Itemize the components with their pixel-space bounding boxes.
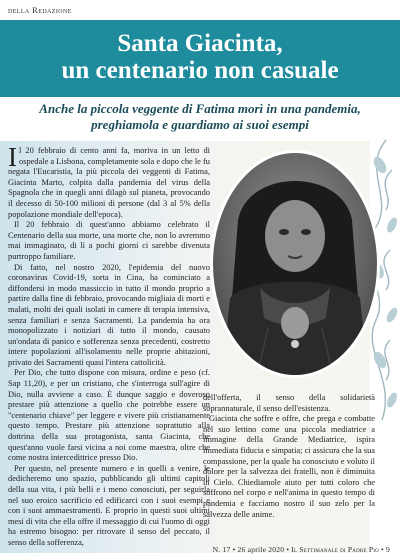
article-column-right	[203, 393, 375, 520]
paragraph-3: Di fatto, nel nostro 2020, l'epidemia del nuovo coronavirus Covid-19, sorta in Cina, ha cominciato a diffondersi in modo massiccio in tutto il mondo proprio a partire dalla fine di febbraio, provocando migliaia di morti e malati, molti dei quali isolati in camere di terapia intensiva, senza familiari e senza Sacramenti. La pandemia ha ora monopolizzato i notiziari di tutto il mondo, causato un'ondata di panico e sofferenza senza precedenti, costretto intere popolazioni all'isolamento nelle proprie abitazioni, privato dei Sacramenti quasi l'intera cattolicità.	[8, 262, 210, 367]
drop-cap: I	[8, 142, 17, 172]
footer-magazine: Il Settimanale di Padre Pio	[291, 545, 379, 554]
paragraph-2: Il 20 febbraio di quest'anno abbiamo celebrato il Centenario della sua morte, una morte che, non lo avremmo mai immaginato, di lì a pochi giorni ci sarebbe divenuta purtroppo familiare.	[8, 220, 210, 261]
title-line-1: Santa Giacinta,	[117, 30, 283, 57]
footer-page-number: • 9	[381, 545, 390, 554]
paragraph-4: Per Dio, che tutto dispone con misura, ordine e peso (cf. Sap 11,20), e per un cristiano, che s'interroga sull'agire di Dio, nulla avviene a caso. È dunque saggio e doveroso prestare più attenzione a quello che potrebbe essere un "centenario chiave" per leggere e vivere più cristianamente questo tempo. Prestare più attenzione soprattutto alla dottrina della sua protagonista, santa Giacinta, che quest'anno vuole farsi vicina a noi come maestra, oltre che come nostra intercedittrice presso Dio.	[8, 368, 210, 463]
paragraph-1	[8, 142, 210, 220]
footer-issue: N. 17 • 26 aprile 2020 •	[212, 545, 290, 554]
article-subtitle	[0, 101, 400, 133]
subtitle-line-1: Anche la piccola veggente di Fatima morì in una pandemia,	[39, 101, 361, 116]
section-label: della Redazione	[8, 5, 72, 15]
subtitle-line-2: preghiamola e guardiamo ai suoi esempi	[91, 117, 309, 132]
paragraph-6: Giacinta che soffre e offre, che prega e combatte nel suo lettino come una piccola mediatrice a immagine della Grande Mediatrice, ispira immediata fiducia e simpatia; ci assicura che la sua compassione, per la quale ha conosciuto e voluto il dolore per la salvezza dei fratelli, non è diminuita in Cielo. Chiediamole aiuto per tutti coloro che soffrono nel corpo e nell'anima in questo tempo di pandemia e facciamo nostro il suo zelo per la salvezza delle anime.	[203, 414, 375, 519]
article-column-left	[8, 142, 210, 549]
article-title	[0, 30, 400, 84]
title-line-2: un centenario non casuale	[61, 57, 339, 84]
page-footer	[213, 545, 390, 554]
saint-giacinta-photo	[208, 148, 382, 380]
paragraph-5: Per questo, nel presente numero e in quelli a venire, le dedicheremo uno spazio, pubblicando gli ultimi capitoli della sua vita, i più belli e i meno conosciuti, per seguirla nel suo eroico sacrificio ed edificarci con i suoi esempi e con i suoi ammaestramenti. E proprio in questi suoi ultimi mesi di vita che ella offre il messaggio di cui l'uomo di oggi ha estremo bisogno: per ritrovare il senso del peccato, il senso della sofferenza,	[8, 463, 210, 547]
paragraph-5-continuation: dell'offerta, il senso della solidarietà soprannaturale, il senso dell'esistenza.	[203, 393, 375, 413]
paragraph-1-text: l 20 febbraio di cento anni fa, moriva in un letto di ospedale a Lisbona, completamente sola e dopo che le fu negata l'Eucaristia, la più piccola dei veggenti di Fatima, Giacinta Marto, colpita dalla pandemia del virus della Spagnola che in quegli anni dilagò sul pianeta, provocando il decesso di 50-100 milioni di persone (dal 3 al 5% della popolazione mondiale dell'epoca).	[8, 146, 210, 219]
